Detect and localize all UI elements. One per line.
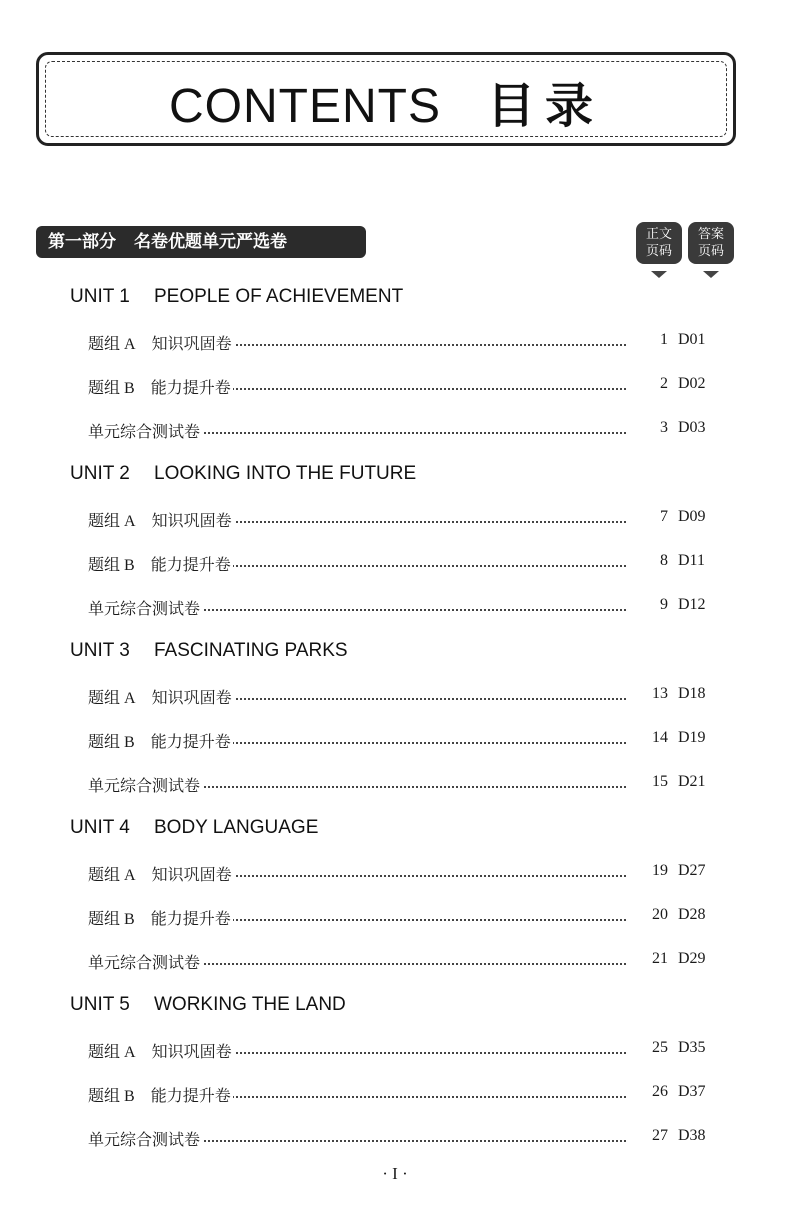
entry-title: 知识巩固卷 xyxy=(151,690,232,707)
answer-page-column-tag xyxy=(688,222,734,264)
entry-answer-page: D29 xyxy=(678,950,706,967)
toc-entry[interactable] xyxy=(88,375,718,401)
entry-group: 题组 A xyxy=(88,336,136,353)
entry-title: 知识巩固卷 xyxy=(151,867,232,884)
section-name: 名卷优题单元严选卷 xyxy=(134,232,287,252)
entry-label xyxy=(88,773,202,796)
entry-page-number: 21 xyxy=(652,950,668,967)
entry-label xyxy=(88,685,234,708)
entry-group: 题组 B xyxy=(88,1088,135,1105)
entry-page-number: 1 xyxy=(660,331,668,348)
entry-group: 题组 A xyxy=(88,867,136,884)
entry-answer-page: D03 xyxy=(678,419,706,436)
entry-answer-page: D18 xyxy=(678,685,706,702)
toc-entry[interactable] xyxy=(88,596,718,622)
entry-group: 题组 A xyxy=(88,513,136,530)
entry-label xyxy=(88,862,234,885)
entry-answer-page: D28 xyxy=(678,906,706,923)
chevron-down-icon xyxy=(651,271,667,278)
entry-answer-page: D02 xyxy=(678,375,706,392)
entry-page-number: 3 xyxy=(660,419,668,436)
entry-group: 题组 A xyxy=(88,690,136,707)
entry-title: 能力提升卷 xyxy=(150,734,231,751)
entry-label xyxy=(88,1127,202,1150)
unit-title: PEOPLE OF ACHIEVEMENT xyxy=(154,286,404,307)
unit-number: UNIT 4 xyxy=(70,817,130,838)
entry-label xyxy=(88,1083,233,1106)
toc-entry[interactable] xyxy=(88,552,718,578)
entry-answer-page: D37 xyxy=(678,1083,706,1100)
entry-label xyxy=(88,508,234,531)
entry-group: 题组 A xyxy=(88,1044,136,1061)
entry-page-number: 7 xyxy=(660,508,668,525)
page-number-footer: · I · xyxy=(382,1164,408,1183)
entry-title: 能力提升卷 xyxy=(150,557,231,574)
entry-page-number: 15 xyxy=(652,773,668,790)
entry-title: 单元综合测试卷 xyxy=(88,1132,201,1149)
entry-title: 知识巩固卷 xyxy=(151,336,232,353)
toc-entry[interactable] xyxy=(88,508,718,534)
entry-answer-page: D01 xyxy=(678,331,706,348)
entry-answer-page: D21 xyxy=(678,773,706,790)
unit-title: WORKING THE LAND xyxy=(154,994,346,1015)
entry-group: 题组 B xyxy=(88,380,135,397)
entry-label xyxy=(88,419,202,442)
unit-heading xyxy=(70,994,346,1016)
entry-answer-page: D11 xyxy=(678,552,705,569)
text-page-tag-line2: 页码 xyxy=(645,244,672,259)
entry-page-number: 19 xyxy=(652,862,668,879)
unit-number: UNIT 3 xyxy=(70,640,130,661)
entry-page-number: 2 xyxy=(660,375,668,392)
entry-label xyxy=(88,552,233,575)
entry-page-number: 27 xyxy=(652,1127,668,1144)
entry-label xyxy=(88,596,202,619)
text-page-tag-line1: 正文 xyxy=(645,227,672,242)
entry-answer-page: D35 xyxy=(678,1039,706,1056)
entry-group: 题组 B xyxy=(88,911,135,928)
entry-group: 题组 B xyxy=(88,734,135,751)
entry-label xyxy=(88,950,202,973)
entry-page-number: 13 xyxy=(652,685,668,702)
entry-label xyxy=(88,375,233,398)
entry-label xyxy=(88,906,233,929)
section-header xyxy=(36,226,366,258)
unit-heading xyxy=(70,817,318,839)
toc-entry[interactable] xyxy=(88,773,718,799)
entry-title: 能力提升卷 xyxy=(150,911,231,928)
entry-title: 单元综合测试卷 xyxy=(88,955,201,972)
entry-page-number: 8 xyxy=(660,552,668,569)
toc-entry[interactable] xyxy=(88,419,718,445)
toc-entry[interactable] xyxy=(88,1083,718,1109)
chevron-down-icon xyxy=(703,271,719,278)
section-part: 第一部分 xyxy=(48,232,116,252)
unit-heading xyxy=(70,286,403,308)
entry-page-number: 14 xyxy=(652,729,668,746)
toc-entry[interactable] xyxy=(88,862,718,888)
unit-title: LOOKING INTO THE FUTURE xyxy=(154,463,417,484)
entry-page-number: 25 xyxy=(652,1039,668,1056)
entry-answer-page: D09 xyxy=(678,508,706,525)
unit-title: FASCINATING PARKS xyxy=(154,640,348,661)
entry-title: 单元综合测试卷 xyxy=(88,778,201,795)
entry-answer-page: D38 xyxy=(678,1127,706,1144)
toc-entry[interactable] xyxy=(88,331,718,357)
toc-entry[interactable] xyxy=(88,729,718,755)
toc-entry[interactable] xyxy=(88,906,718,932)
entry-label xyxy=(88,1039,234,1062)
toc-entry[interactable] xyxy=(88,1039,718,1065)
entry-answer-page: D12 xyxy=(678,596,706,613)
entry-page-number: 26 xyxy=(652,1083,668,1100)
title-cn: 目录 xyxy=(486,78,603,134)
page-title xyxy=(39,67,733,136)
entry-label xyxy=(88,729,233,752)
toc-entry[interactable] xyxy=(88,685,718,711)
unit-heading xyxy=(70,463,416,485)
text-page-column-tag xyxy=(636,222,682,264)
unit-number: UNIT 1 xyxy=(70,286,130,307)
unit-number: UNIT 5 xyxy=(70,994,130,1015)
unit-heading xyxy=(70,640,348,662)
entry-group: 题组 B xyxy=(88,557,135,574)
entry-title: 知识巩固卷 xyxy=(151,513,232,530)
toc-entry[interactable] xyxy=(88,1127,718,1153)
entry-page-number: 20 xyxy=(652,906,668,923)
entry-page-number: 9 xyxy=(660,596,668,613)
answer-page-tag-line2: 页码 xyxy=(697,244,724,259)
unit-title: BODY LANGUAGE xyxy=(154,817,319,838)
title-box xyxy=(36,52,736,146)
entry-answer-page: D27 xyxy=(678,862,706,879)
answer-page-tag-line1: 答案 xyxy=(697,227,724,242)
entry-title: 单元综合测试卷 xyxy=(88,601,201,618)
entry-answer-page: D19 xyxy=(678,729,706,746)
entry-title: 知识巩固卷 xyxy=(151,1044,232,1061)
title-en: CONTENTS xyxy=(168,80,441,133)
entry-title: 单元综合测试卷 xyxy=(88,424,201,441)
entry-title: 能力提升卷 xyxy=(150,380,231,397)
toc-entry[interactable] xyxy=(88,950,718,976)
unit-number: UNIT 2 xyxy=(70,463,130,484)
entry-title: 能力提升卷 xyxy=(150,1088,231,1105)
entry-label xyxy=(88,331,234,354)
